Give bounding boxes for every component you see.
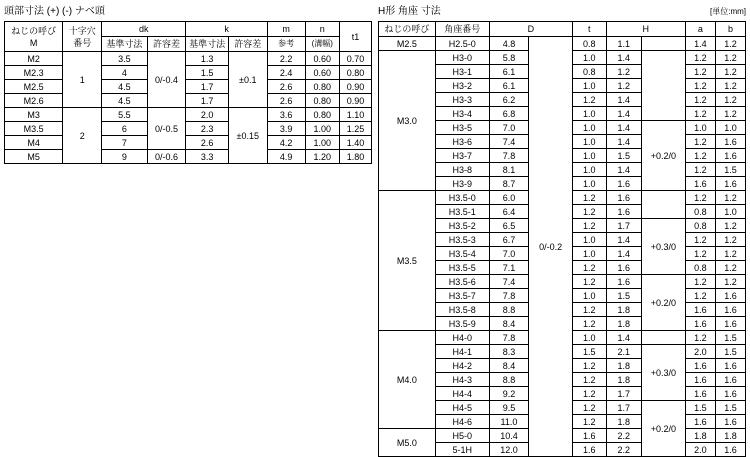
col-header-b: b [715,22,745,37]
cell-b: 1.6 [715,387,745,401]
cell-D: 4.8 [489,37,529,51]
cell-corner: H3.5-8 [435,303,489,317]
table-header-row [379,22,746,37]
cell-a: 1.6 [685,387,715,401]
cell-H: 1.4 [606,107,641,121]
cell-H-tolerance: +0.2/0 [641,121,685,191]
col-subheader-dk-std: 基準寸法 [102,37,147,52]
table-row [5,66,372,80]
cell-D: 10.4 [489,429,529,443]
cell-a: 0.8 [685,219,715,233]
cell-t: 1.0 [572,51,606,65]
table-row [5,94,372,108]
cell-H: 2.2 [606,443,641,457]
cell-D: 6.5 [489,219,529,233]
cell-m: 2.6 [267,80,305,94]
col-header-cross [63,22,102,52]
cell-name: M2 [5,52,63,66]
cell-b: 1.6 [715,303,745,317]
cell-dk-std: 4.5 [102,94,147,108]
col-subheader-m: 参考 [267,37,305,52]
cell-b: 1.5 [715,163,745,177]
cell-a: 1.2 [685,65,715,79]
table-header-row [5,22,372,37]
table-row [5,52,372,66]
cell-a: 1.6 [685,317,715,331]
cell-b: 1.6 [715,289,745,303]
cell-a: 1.8 [685,429,715,443]
cell-name: M5 [5,150,63,164]
cell-a: 1.2 [685,331,715,345]
cell-H-tolerance [641,37,685,51]
cell-D: 11.0 [489,415,529,429]
cell-corner: H3.5-2 [435,219,489,233]
table-row [5,80,372,94]
cell-m: 3.6 [267,108,305,122]
col-header-name-line1: ねじの呼び [11,25,57,36]
cell-H: 1.4 [606,163,641,177]
unit-note: [単位:mm] [710,7,746,16]
cell-name: M4.0 [379,331,436,429]
cell-H: 1.6 [606,177,641,191]
cell-corner: H5-0 [435,429,489,443]
col-header-name: ねじの呼び [379,22,436,37]
cell-a: 1.2 [685,107,715,121]
cell-b: 1.0 [715,121,745,135]
cell-dk-std: 6 [102,122,147,136]
cell-D: 5.8 [489,51,529,65]
cell-a: 1.2 [685,79,715,93]
cell-D: 8.1 [489,163,529,177]
cell-b: 1.2 [715,247,745,261]
cell-corner: H3-9 [435,177,489,191]
cell-D: 7.4 [489,275,529,289]
cell-name: M3.5 [379,191,436,331]
cell-b: 1.2 [715,93,745,107]
cell-a: 1.2 [685,233,715,247]
cell-t: 1.2 [572,303,606,317]
cell-k-std: 2.3 [186,122,228,136]
head-dimensions-table [4,21,372,164]
cell-H: 1.7 [606,401,641,415]
cell-b: 1.6 [715,359,745,373]
cell-b: 1.2 [715,275,745,289]
cell-b: 1.2 [715,65,745,79]
cell-t: 1.0 [572,79,606,93]
cell-b: 1.5 [715,401,745,415]
cell-H-tolerance: +0.3/0 [641,219,685,275]
cell-t: 1.2 [572,415,606,429]
cell-b: 1.5 [715,345,745,359]
col-subheader-n: (溝幅) [305,37,339,52]
cell-D: 12.0 [489,443,529,457]
cell-t: 1.6 [572,429,606,443]
col-header-H: H [606,22,685,37]
cell-H: 1.4 [606,233,641,247]
cell-corner: H3.5-1 [435,205,489,219]
cell-n: 1.00 [305,122,339,136]
cell-corner: H3-6 [435,135,489,149]
cell-k-std: 1.3 [186,52,228,66]
cell-D: 6.2 [489,93,529,107]
cell-m: 2.6 [267,94,305,108]
cell-b: 1.2 [715,51,745,65]
cell-m: 4.2 [267,136,305,150]
cell-corner: H4-5 [435,401,489,415]
cell-t: 1.0 [572,135,606,149]
cell-a: 1.6 [685,177,715,191]
cell-H: 1.8 [606,359,641,373]
cell-H-tolerance [641,331,685,345]
cell-corner: H3-8 [435,163,489,177]
cell-H: 1.8 [606,317,641,331]
cell-H: 2.2 [606,429,641,443]
cell-b: 1.2 [715,191,745,205]
cell-b: 1.6 [715,317,745,331]
cell-b: 1.6 [715,135,745,149]
cell-b: 1.0 [715,205,745,219]
cell-corner: H3-0 [435,51,489,65]
cell-D: 8.8 [489,373,529,387]
cell-H: 1.2 [606,65,641,79]
cell-H: 1.6 [606,275,641,289]
cell-t: 1.2 [572,317,606,331]
cell-a: 1.2 [685,51,715,65]
cell-k-std: 2.6 [186,136,228,150]
square-washer-table [378,21,746,457]
cell-t: 1.0 [572,247,606,261]
cell-corner: H3.5-6 [435,275,489,289]
cell-D: 6.8 [489,107,529,121]
cell-a: 1.2 [685,289,715,303]
cell-H-tolerance: +0.2/0 [641,401,685,457]
cell-name: M2.3 [5,66,63,80]
cell-a: 1.6 [685,373,715,387]
cell-H: 1.6 [606,205,641,219]
cell-corner: H3-4 [435,107,489,121]
cell-t1: 1.40 [339,136,371,150]
col-subheader-k-std: 基準寸法 [186,37,228,52]
col-header-t1: t1 [339,22,371,52]
cell-D: 9.2 [489,387,529,401]
cell-t: 1.5 [572,345,606,359]
cell-corner: H4-4 [435,387,489,401]
cell-corner: H3-3 [435,93,489,107]
cell-name: M2.5 [5,80,63,94]
cell-H: 1.7 [606,387,641,401]
cell-t: 1.2 [572,261,606,275]
left-table-block [4,6,372,164]
cell-D: 9.5 [489,401,529,415]
cell-H: 1.4 [606,121,641,135]
cell-corner: H3.5-9 [435,317,489,331]
cell-D: 6.4 [489,205,529,219]
cell-t: 1.0 [572,121,606,135]
cell-b: 1.2 [715,233,745,247]
cell-D: 7.4 [489,135,529,149]
cell-name: M2.6 [5,94,63,108]
cell-t1: 0.70 [339,52,371,66]
cell-n: 1.20 [305,150,339,164]
cell-name: M3.0 [379,51,436,191]
cell-dk-std: 9 [102,150,147,164]
cell-dk-tol: 0/-0.5 [147,108,186,150]
cell-D: 7.0 [489,121,529,135]
cell-k-tol: ±0.1 [228,52,267,108]
col-subheader-k-tol: 許容差 [228,37,267,52]
cell-t1: 1.25 [339,122,371,136]
cell-b: 1.2 [715,219,745,233]
cell-n: 0.80 [305,80,339,94]
cell-k-tol: ±0.15 [228,108,267,164]
cell-t: 1.0 [572,233,606,247]
col-header-name [5,22,63,52]
cell-corner: H3-2 [435,79,489,93]
cell-corner: H3-1 [435,65,489,79]
cell-H: 1.6 [606,261,641,275]
cell-cross: 2 [63,108,102,164]
cell-H: 1.7 [606,219,641,233]
cell-dk-std: 7 [102,136,147,150]
cell-t: 1.0 [572,163,606,177]
col-header-t: t [572,22,606,37]
cell-corner: H3-7 [435,149,489,163]
cell-t: 1.0 [572,177,606,191]
cell-b: 1.6 [715,373,745,387]
cell-a: 1.2 [685,135,715,149]
cell-m: 2.2 [267,52,305,66]
cell-H: 1.5 [606,289,641,303]
cell-H: 2.1 [606,345,641,359]
cell-D: 7.8 [489,149,529,163]
cell-name: M4 [5,136,63,150]
cell-t: 1.6 [572,443,606,457]
cell-corner: H4-6 [435,415,489,429]
cell-name: M3 [5,108,63,122]
cell-k-std: 1.7 [186,94,228,108]
cell-a: 1.4 [685,37,715,51]
cell-b: 1.6 [715,177,745,191]
cell-H-tolerance: +0.3/0 [641,345,685,401]
cell-a: 1.2 [685,247,715,261]
col-header-name-line2: M [29,37,38,48]
cell-t: 1.2 [572,373,606,387]
cell-t: 1.2 [572,387,606,401]
cell-corner: H3.5-0 [435,191,489,205]
cell-D: 7.8 [489,331,529,345]
cell-D: 8.4 [489,317,529,331]
cell-H-tolerance [641,51,685,121]
col-header-corner: 角座番号 [435,22,489,37]
right-table-block [378,6,746,457]
col-header-m: m [267,22,305,37]
cell-k-std: 2.0 [186,108,228,122]
col-header-n: n [305,22,339,37]
table-row [379,37,746,51]
cell-D: 6.0 [489,191,529,205]
table-row [5,122,372,136]
cell-name: M3.5 [5,122,63,136]
cell-H: 1.5 [606,149,641,163]
cell-m: 2.4 [267,66,305,80]
table-row [5,136,372,150]
cell-b: 1.6 [715,415,745,429]
cell-t1: 1.10 [339,108,371,122]
cell-a: 1.6 [685,359,715,373]
cell-D: 7.0 [489,247,529,261]
cell-b: 1.6 [715,149,745,163]
cell-name: M2.5 [379,37,436,51]
cell-H: 1.2 [606,79,641,93]
cell-D: 8.7 [489,177,529,191]
cell-corner: H3.5-3 [435,233,489,247]
cell-D: 6.7 [489,233,529,247]
cell-corner: H3.5-7 [435,289,489,303]
cell-t1: 0.90 [339,80,371,94]
cell-D: 6.1 [489,65,529,79]
cell-k-std: 3.3 [186,150,228,164]
cell-H: 1.4 [606,93,641,107]
cell-n: 0.80 [305,94,339,108]
cell-t: 1.2 [572,93,606,107]
cell-corner: 5-1H [435,443,489,457]
col-header-k: k [186,22,267,37]
cell-H: 1.8 [606,373,641,387]
cell-b: 1.2 [715,261,745,275]
cell-b: 1.2 [715,37,745,51]
cell-n: 1.00 [305,136,339,150]
cell-t: 1.2 [572,275,606,289]
cell-corner: H3.5-4 [435,247,489,261]
cell-n: 0.60 [305,52,339,66]
cell-D: 6.1 [489,79,529,93]
col-header-dk: dk [102,22,186,37]
cell-corner: H3-5 [435,121,489,135]
cell-n: 0.60 [305,66,339,80]
cell-a: 0.8 [685,205,715,219]
cell-D: 8.8 [489,303,529,317]
cell-a: 1.6 [685,303,715,317]
cell-m: 3.9 [267,122,305,136]
col-header-cross-line2: 番号 [73,37,92,48]
cell-H: 1.4 [606,331,641,345]
table-row [5,108,372,122]
col-subheader-dk-tol: 許容差 [147,37,186,52]
cell-corner: H4-3 [435,373,489,387]
cell-b: 1.2 [715,107,745,121]
cell-dk-tol: 0/-0.6 [147,150,186,164]
cell-a: 2.0 [685,345,715,359]
cell-a: 1.2 [685,163,715,177]
table-row [5,150,372,164]
cell-t: 1.0 [572,289,606,303]
cell-t1: 0.80 [339,66,371,80]
cell-H: 1.4 [606,135,641,149]
cell-a: 1.2 [685,275,715,289]
cell-b: 1.5 [715,331,745,345]
cell-corner: H4-1 [435,345,489,359]
cell-t: 1.2 [572,219,606,233]
cell-t: 1.2 [572,401,606,415]
cell-m: 4.9 [267,150,305,164]
cell-H: 1.8 [606,415,641,429]
cell-H-tolerance: +0.2/0 [641,275,685,331]
cell-H: 1.8 [606,303,641,317]
cell-D: 8.4 [489,359,529,373]
cell-k-std: 1.7 [186,80,228,94]
left-table-title: 頭部寸法 (+) (-) ナベ頭 [4,6,105,17]
cell-k-std: 1.5 [186,66,228,80]
cell-t: 1.0 [572,107,606,121]
cell-H-tolerance [641,191,685,219]
cell-a: 1.2 [685,93,715,107]
cell-a: 1.5 [685,401,715,415]
col-header-a: a [685,22,715,37]
cell-b: 1.6 [715,443,745,457]
cell-dk-std: 4 [102,66,147,80]
cell-corner: H4-2 [435,359,489,373]
cell-n: 0.80 [305,108,339,122]
col-header-cross-line1: 十字穴 [68,25,96,36]
cell-t: 1.2 [572,191,606,205]
col-header-D: D [489,22,572,37]
cell-a: 0.8 [685,261,715,275]
cell-a: 1.2 [685,191,715,205]
cell-H: 1.1 [606,37,641,51]
cell-t: 0.8 [572,37,606,51]
cell-a: 1.2 [685,149,715,163]
cell-t1: 1.80 [339,150,371,164]
cell-t: 1.2 [572,359,606,373]
cell-corner: H4-0 [435,331,489,345]
cell-H: 1.6 [606,191,641,205]
cell-t: 1.0 [572,149,606,163]
cell-dk-std: 4.5 [102,80,147,94]
right-table-title: H形 角座 寸法 [378,6,441,17]
cell-t: 1.2 [572,205,606,219]
cell-cross: 1 [63,52,102,108]
cell-D-tolerance: 0/-0.2 [529,37,573,457]
cell-D: 8.3 [489,345,529,359]
cell-D: 7.1 [489,261,529,275]
cell-t: 1.0 [572,331,606,345]
cell-name: M5.0 [379,429,436,457]
cell-t: 0.8 [572,65,606,79]
cell-dk-tol: 0/-0.4 [147,52,186,108]
cell-t1: 0.90 [339,94,371,108]
cell-corner: H2.5-0 [435,37,489,51]
cell-b: 1.2 [715,79,745,93]
cell-b: 1.8 [715,429,745,443]
cell-corner: H3.5-5 [435,261,489,275]
cell-H: 1.4 [606,51,641,65]
cell-dk-std: 5.5 [102,108,147,122]
cell-D: 7.8 [489,289,529,303]
cell-H: 1.4 [606,247,641,261]
cell-a: 1.0 [685,121,715,135]
cell-dk-std: 3.5 [102,52,147,66]
cell-a: 2.0 [685,443,715,457]
cell-a: 1.6 [685,415,715,429]
